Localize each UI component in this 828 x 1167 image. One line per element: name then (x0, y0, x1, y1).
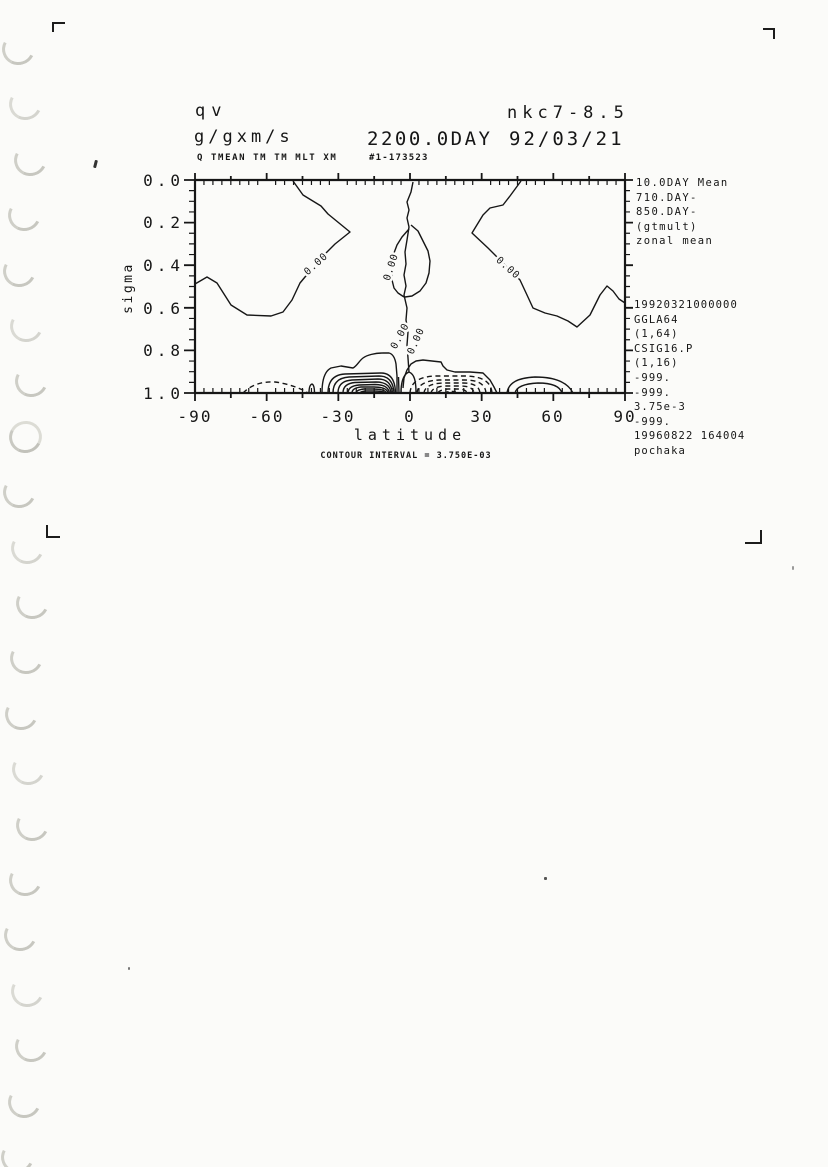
binder-hole (7, 970, 48, 1011)
dense-gradient-line (399, 377, 400, 393)
x-axis-label: latitude (353, 426, 467, 444)
binder-hole (5, 860, 46, 901)
ink-speck (128, 967, 130, 970)
binder-hole (0, 250, 40, 291)
time-label: 2200.0DAY (367, 128, 493, 150)
negative-region-boundary (403, 360, 497, 393)
annotation-line: GGLA64 (634, 313, 679, 326)
binder-hole (12, 583, 53, 624)
annotation-line: 10.0DAY Mean (636, 177, 729, 189)
ink-speck (544, 877, 547, 880)
contour-value-label: 0.00 (493, 254, 522, 282)
binder-hole (4, 1081, 45, 1122)
corner-mark-top-left (52, 22, 65, 32)
axis-minor-ticks (189, 180, 630, 393)
y-tick-label: 0.8 (143, 341, 184, 360)
annotation-line: 850.DAY- (636, 206, 698, 219)
y-tick-label: 0.2 (143, 213, 184, 232)
binder-hole (5, 84, 46, 125)
zero-contour-south (195, 181, 350, 316)
annotation-line: 3.75e-3 (634, 401, 686, 414)
run-label: nkc7-8.5 (507, 103, 629, 123)
annotation-line: -999. (634, 415, 672, 428)
binder-hole (0, 29, 39, 70)
zero-contour-lens-right (405, 225, 430, 297)
zero-contour-north (472, 181, 625, 327)
binder-hole (6, 306, 47, 347)
annotation-line: (1,16) (634, 357, 679, 370)
binder-hole (0, 1137, 38, 1167)
binder-hole (1, 693, 42, 734)
binder-hole (0, 472, 40, 513)
annotation-line: pochaka (634, 444, 686, 457)
plot-frame (195, 180, 625, 393)
annotation-line: -999. (634, 371, 672, 384)
annotation-line: -999. (634, 386, 672, 399)
contour-value-label: 0.00 (381, 252, 402, 283)
binder-hole (7, 527, 48, 568)
x-tick-label: -30 (320, 407, 356, 426)
contour-value-label: 0.00 (388, 321, 412, 352)
binder-hole (10, 139, 51, 180)
binder-hole (11, 361, 52, 402)
annotation-line: (gtmult) (636, 220, 698, 233)
annotation-line: CSIG16.P (634, 342, 694, 355)
x-tick-label: 60 (541, 407, 565, 426)
binder-hole (11, 1026, 52, 1067)
positive-arc-north-inner (515, 383, 562, 393)
annotation-line: 19920321000000 (634, 299, 738, 311)
right-annotation-block-2 (634, 298, 745, 459)
corner-mark-top-right (763, 28, 775, 39)
units-label: g/gxm/s (194, 127, 294, 147)
x-tick-label: -60 (249, 407, 285, 426)
binder-hole (0, 915, 41, 956)
annotation-line: 710.DAY- (636, 191, 698, 204)
contour-value-label: 0.00 (302, 250, 331, 278)
ink-speck (93, 160, 98, 168)
plot-id: #1-173523 (369, 153, 429, 163)
y-tick-label: 1.0 (143, 384, 184, 403)
ink-speck (792, 566, 794, 570)
annotation-line: (1,64) (634, 328, 679, 341)
annotation-line: 19960822 164004 (634, 430, 746, 443)
fields-line: Q TMEAN TM TM MLT XM (197, 153, 338, 163)
x-tick-label: 0 (404, 407, 416, 426)
corner-mark-bottom-right (745, 530, 762, 544)
contour-interval-note: CONTOUR INTERVAL = 3.750E-03 (320, 451, 492, 461)
corner-mark-bottom-left (46, 525, 60, 538)
y-tick-label: 0.0 (143, 171, 184, 190)
x-tick-label: 90 (613, 407, 637, 426)
x-tick-label: -90 (177, 407, 213, 426)
negative-contour-arc-left (243, 382, 307, 393)
x-tick-label: 30 (470, 407, 494, 426)
contour-value-label: 0.00 (405, 326, 428, 357)
right-annotation-block-1 (636, 176, 729, 249)
binder-hole (12, 804, 53, 845)
binder-hole (8, 749, 49, 790)
annotation-line: zonal mean (636, 235, 714, 248)
y-axis-label: sigma (121, 262, 136, 314)
y-tick-label: 0.4 (143, 256, 184, 275)
binder-hole (5, 416, 46, 457)
binder-hole (6, 638, 47, 679)
binder-hole (4, 195, 45, 236)
variable-name: qv (195, 101, 228, 121)
date-label: 92/03/21 (509, 128, 625, 150)
contour-plot-svg (180, 168, 640, 408)
y-tick-label: 0.6 (143, 299, 184, 318)
